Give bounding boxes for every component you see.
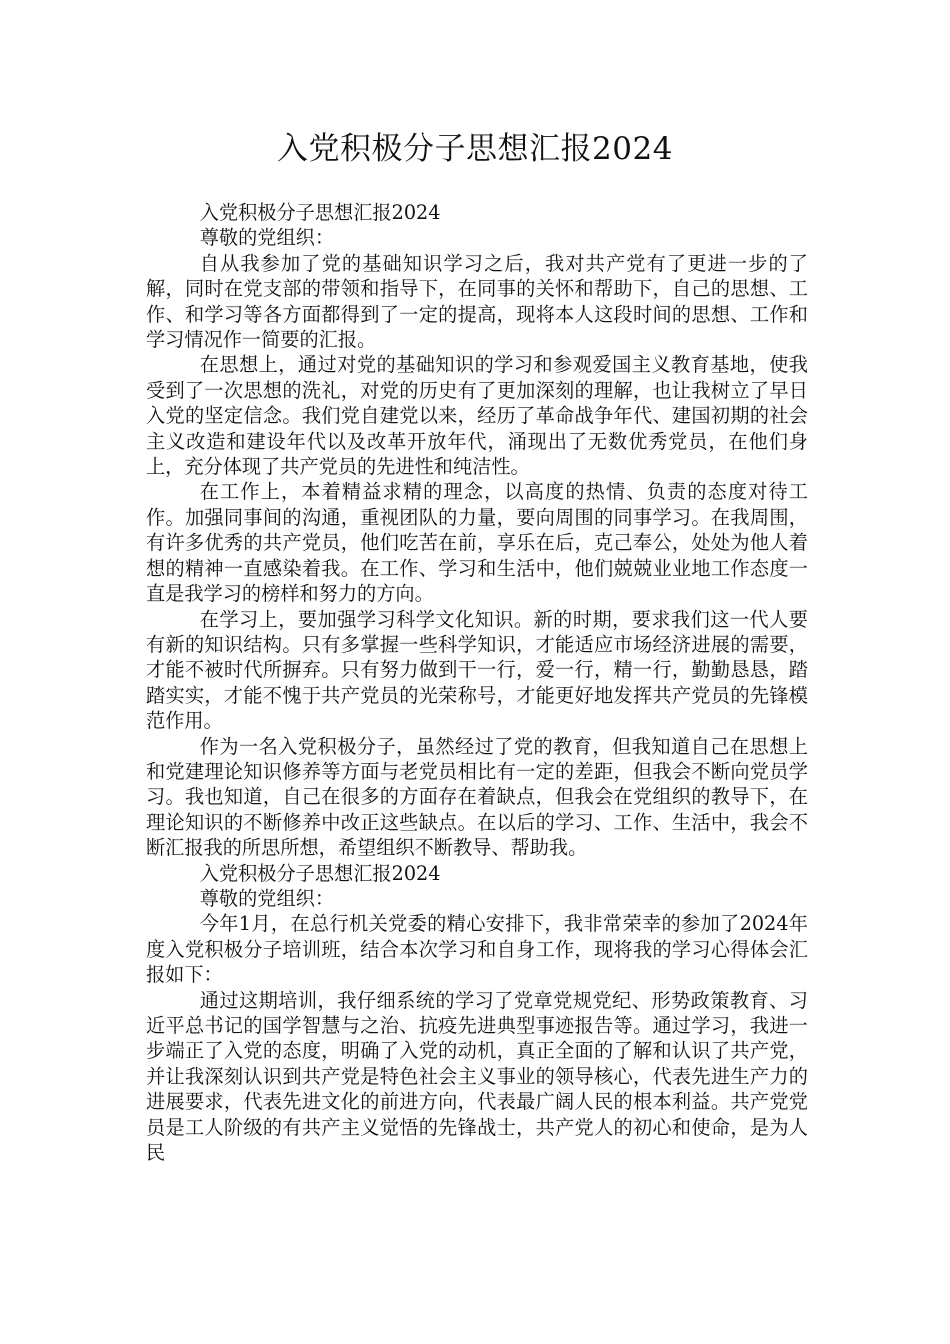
paragraph-work: 在工作上，本着精益求精的理念，以高度的热情、负责的态度对待工作。加强同事间的沟通，重视团队的力量，要向周围的同事学习。在我周围，有许多优秀的共产党员，他们吃苦在前，享乐在后，克己奉公，处处为他人着想的精神一直感染着我。在工作、学习和生活中，他们兢兢业业地工作态度一直是我学习的榜样和努力的方向。 — [146, 480, 808, 606]
paragraph-salutation-1: 尊敬的党组织： — [199, 226, 335, 250]
paragraph-training-intro: 今年1月，在总行机关党委的精心安排下，我非常荣幸的参加了2024年度入党积极分子培训班，结合本次学习和自身工作，现将我的学习心得体会汇报如下： — [146, 912, 808, 987]
paragraph-thought: 在思想上，通过对党的基础知识的学习和参观爱国主义教育基地，使我受到了一次思想的洗礼，对党的历史有了更加深刻的理解，也让我树立了早日入党的坚定信念。我们党自建党以来，经历了革命战争年代、建国初期的社会主义改造和建设年代以及改革开放年代，涌现出了无数优秀党员，在他们身上，充分体现了共产党员的先进性和纯洁性。 — [146, 353, 808, 479]
paragraph-intro: 自从我参加了党的基础知识学习之后，我对共产党有了更进一步的了解，同时在党支部的带领和指导下，在同事的关怀和帮助下，自己的思想、工作、和学习等各方面都得到了一定的提高，现将本人这段时间的思想、工作和学习情况作一简要的汇报。 — [146, 251, 808, 352]
paragraph-heading-1: 入党积极分子思想汇报2024 — [199, 201, 441, 224]
paragraph-conclusion: 作为一名入党积极分子，虽然经过了党的教育，但我知道自己在思想上和党建理论知识修养等方面与老党员相比有一定的差距，但我会不断向党员学习。我也知道，自己在很多的方面存在着缺点，但我会在党组织的教导下，在理论知识的不断修养中改正这些缺点。在以后的学习、工作、生活中，我会不断汇报我的所思所想，希望组织不断教导、帮助我。 — [146, 734, 808, 860]
document-body — [146, 200, 808, 1165]
paragraph-training-body: 通过这期培训，我仔细系统的学习了党章党规党纪、形势政策教育、习近平总书记的国学智慧与之治、抗疫先进典型事迹报告等。通过学习，我进一步端正了入党的态度，明确了入党的动机，真正全面的了解和认识了共产党，并让我深刻认识到共产党是特色社会主义事业的领导核心，代表先进生产力的进展要求，代表先进文化的前进方向，代表最广阔人民的根本利益。共产党党员是工人阶级的有共产主义觉悟的先锋战士，共产党人的初心和使命，是为人民 — [146, 988, 808, 1165]
paragraph-salutation-2: 尊敬的党组织： — [199, 886, 335, 910]
document-title: 入党积极分子思想汇报2024 — [277, 131, 673, 167]
paragraph-study: 在学习上，要加强学习科学文化知识。新的时期，要求我们这一代人要有新的知识结构。只有多掌握一些科学知识，才能适应市场经济进展的需要，才能不被时代所摒弃。只有努力做到干一行，爱一行，精一行，勤勤恳恳，踏踏实实，才能不愧于共产党员的光荣称号，才能更好地发挥共产党员的先锋模范作用。 — [146, 607, 808, 733]
paragraph-heading-2: 入党积极分子思想汇报2024 — [199, 861, 441, 885]
